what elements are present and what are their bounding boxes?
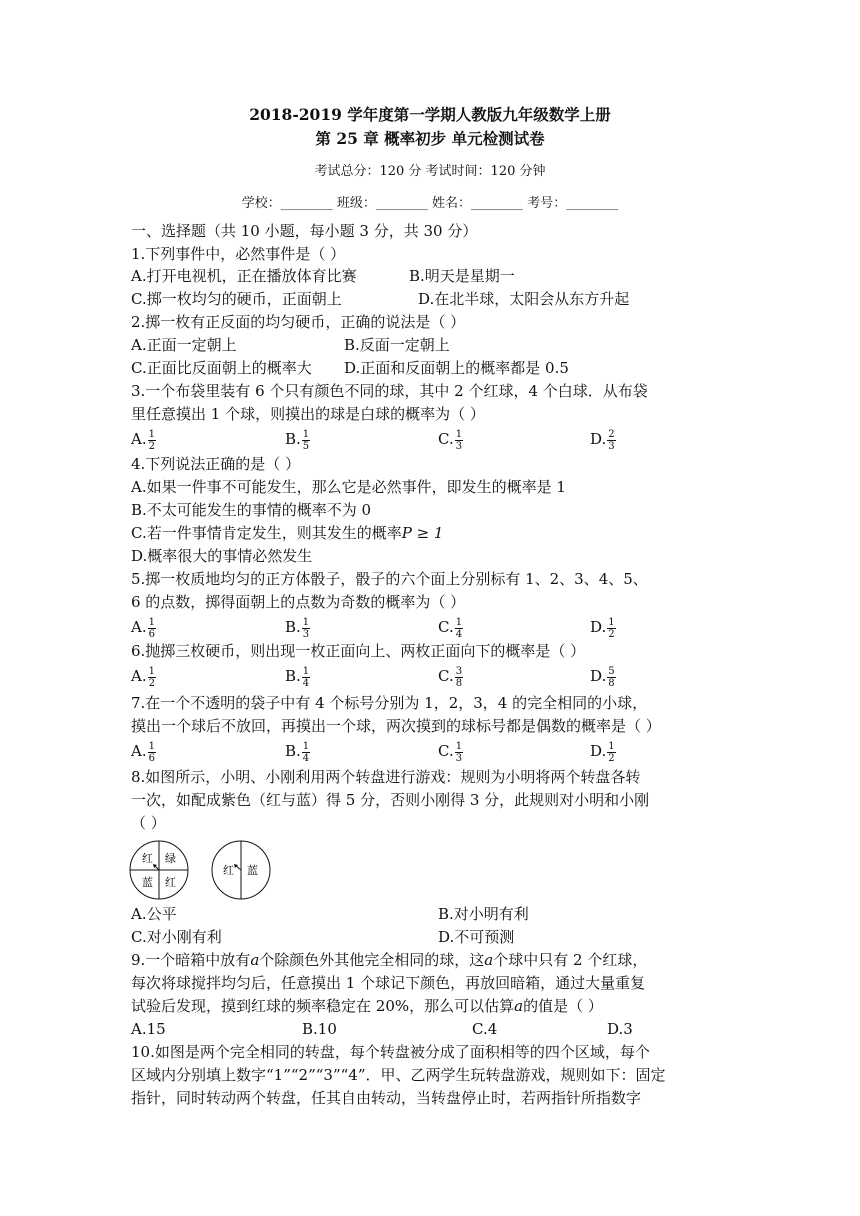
q3-option-d: D. $\frac{2}{3}$ bbox=[590, 428, 615, 452]
spinner-two-sector bbox=[212, 841, 270, 899]
q1-stem: 1.下列事件中，必然事件是（ ） bbox=[131, 245, 346, 263]
q5-option-b: B. $\frac{1}{3}$ bbox=[285, 616, 310, 640]
spinner1-sector1-label: 红 bbox=[142, 852, 153, 865]
q8-option-d: D.不可预测 bbox=[438, 928, 515, 946]
q2-option-b: B.反面一定朝上 bbox=[344, 336, 450, 354]
q5-option-a: A. $\frac{1}{6}$ bbox=[131, 616, 155, 640]
spinner1-sector2-label: 绿 bbox=[165, 852, 176, 865]
q5-stem-line1: 5.掷一枚质地均匀的正方体骰子，骰子的六个面上分别标有 1、2、3、4、5、 bbox=[131, 570, 648, 588]
spinner2-sector1-label: 红 bbox=[223, 864, 234, 877]
q8-spinners-figure bbox=[128, 838, 278, 904]
page-subtitle: 第 25 章 概率初步 单元检测试卷 bbox=[315, 129, 545, 148]
q7-option-c: C. $\frac{1}{3}$ bbox=[438, 740, 463, 764]
q3-stem-line1: 3.一个布袋里装有 6 个只有颜色不同的球，其中 2 个红球，4 个白球．从布袋 bbox=[131, 382, 648, 400]
q6-option-d: D. $\frac{5}{8}$ bbox=[590, 665, 615, 689]
q1-option-d: D.在北半球，太阳会从东方升起 bbox=[418, 290, 630, 308]
q9-option-b: B.10 bbox=[302, 1020, 337, 1038]
q9-stem-line3: 试验后发现，摸到红球的频率稳定在 20%，那么可以估算a的值是（ ） bbox=[131, 997, 603, 1015]
q9-stem-line1: 9.一个暗箱中放有a个除颜色外其他完全相同的球，这a个球中只有 2 个红球， bbox=[131, 951, 648, 969]
q9-option-d: D.3 bbox=[607, 1020, 633, 1038]
spinner2-sector2-label: 蓝 bbox=[247, 864, 258, 877]
q7-stem-line2: 摸出一个球后不放回，再摸出一个球，两次摸到的球标号都是偶数的概率是（ ） bbox=[131, 717, 661, 735]
section-heading: 一、选择题（共 10 小题，每小题 3 分，共 30 分） bbox=[131, 222, 478, 240]
q7-option-d: D. $\frac{1}{2}$ bbox=[590, 740, 615, 764]
q5-stem-line2: 6 的点数，掷得面朝上的点数为奇数的概率为（ ） bbox=[131, 593, 466, 611]
q1-option-a: A.打开电视机，正在播放体育比赛 bbox=[131, 267, 357, 285]
q8-stem-line3: （ ） bbox=[131, 814, 166, 832]
q9-option-c: C.4 bbox=[472, 1020, 498, 1038]
q8-option-a: A.公平 bbox=[131, 905, 177, 923]
q2-option-a: A.正面一定朝上 bbox=[131, 336, 237, 354]
q4-option-b: B.不太可能发生的事情的概率不为 0 bbox=[131, 501, 372, 519]
q7-option-b: B. $\frac{1}{4}$ bbox=[285, 740, 310, 764]
q1-option-c: C.掷一枚均匀的硬币，正面朝上 bbox=[131, 290, 342, 308]
q7-stem-line1: 7.在一个不透明的袋子中有 4 个标号分别为 1，2，3，4 的完全相同的小球， bbox=[131, 694, 648, 712]
q6-option-a: A. $\frac{1}{2}$ bbox=[131, 665, 155, 689]
q6-stem: 6.抛掷三枚硬币，则出现一枚正面向上、两枚正面向下的概率是（ ） bbox=[131, 642, 586, 660]
q5-option-c: C. $\frac{1}{4}$ bbox=[438, 616, 463, 640]
q7-option-a: A. $\frac{1}{6}$ bbox=[131, 740, 155, 764]
q8-stem-line2: 一次，如配成紫色（红与蓝）得 5 分，否则小刚得 3 分，此规则对小明和小刚 bbox=[131, 791, 650, 809]
q6-option-b: B. $\frac{1}{4}$ bbox=[285, 665, 310, 689]
q4-option-c: C.若一件事情肯定发生，则其发生的概率P ≥ 1 bbox=[131, 524, 444, 542]
q5-option-d: D. $\frac{1}{2}$ bbox=[590, 616, 615, 640]
q1-option-b: B.明天是星期一 bbox=[409, 267, 515, 285]
q10-stem-line1: 10.如图是两个完全相同的转盘，每个转盘被分成了面积相等的四个区域，每个 bbox=[131, 1043, 650, 1061]
q3-stem-line2: 里任意摸出 1 个球，则摸出的球是白球的概率为（ ） bbox=[131, 405, 485, 423]
q3-option-a: A. $\frac{1}{2}$ bbox=[131, 428, 155, 452]
q2-option-c: C.正面比反面朝上的概率大 bbox=[131, 359, 312, 377]
q6-option-c: C. $\frac{3}{8}$ bbox=[438, 665, 463, 689]
page-title: 2018-2019 学年度第一学期人教版九年级数学上册 bbox=[249, 105, 611, 124]
q4-stem: 4.下列说法正确的是（ ） bbox=[131, 455, 301, 473]
q10-stem-line2: 区域内分别填上数字“1”“2”“3”“4”．甲、乙两学生玩转盘游戏，规则如下：固定 bbox=[131, 1066, 666, 1084]
spinner1-sector3-label: 蓝 bbox=[142, 876, 153, 889]
q3-option-c: C. $\frac{1}{3}$ bbox=[438, 428, 463, 452]
q8-option-c: C.对小刚有利 bbox=[131, 928, 222, 946]
q4-option-d: D.概率很大的事情必然发生 bbox=[131, 547, 313, 565]
q8-option-b: B.对小明有利 bbox=[438, 905, 529, 923]
q4-option-a: A.如果一件事不可能发生，那么它是必然事件，即发生的概率是 1 bbox=[131, 478, 566, 496]
q3-option-b: B. $\frac{1}{5}$ bbox=[285, 428, 310, 452]
exam-info: 考试总分：120 分 考试时间：120 分钟 bbox=[314, 164, 546, 179]
spinner-four-sector bbox=[130, 841, 188, 899]
q2-option-d: D.正面和反面朝上的概率都是 0.5 bbox=[344, 359, 569, 377]
q9-option-a: A.15 bbox=[131, 1020, 166, 1038]
q10-stem-line3: 指针，同时转动两个转盘，任其自由转动，当转盘停止时，若两指针所指数字 bbox=[131, 1089, 642, 1107]
q8-stem-line1: 8.如图所示，小明、小刚利用两个转盘进行游戏：规则为小明将两个转盘各转 bbox=[131, 768, 641, 786]
q9-stem-line2: 每次将球搅拌均匀后，任意摸出 1 个球记下颜色，再放回暗箱，通过大量重复 bbox=[131, 974, 646, 992]
spinner1-sector4-label: 红 bbox=[165, 876, 176, 889]
q2-stem: 2.掷一枚有正反面的均匀硬币，正确的说法是（ ） bbox=[131, 313, 466, 331]
student-info: 学校：________ 班级：________ 姓名：________ 考号：________ bbox=[241, 196, 619, 211]
